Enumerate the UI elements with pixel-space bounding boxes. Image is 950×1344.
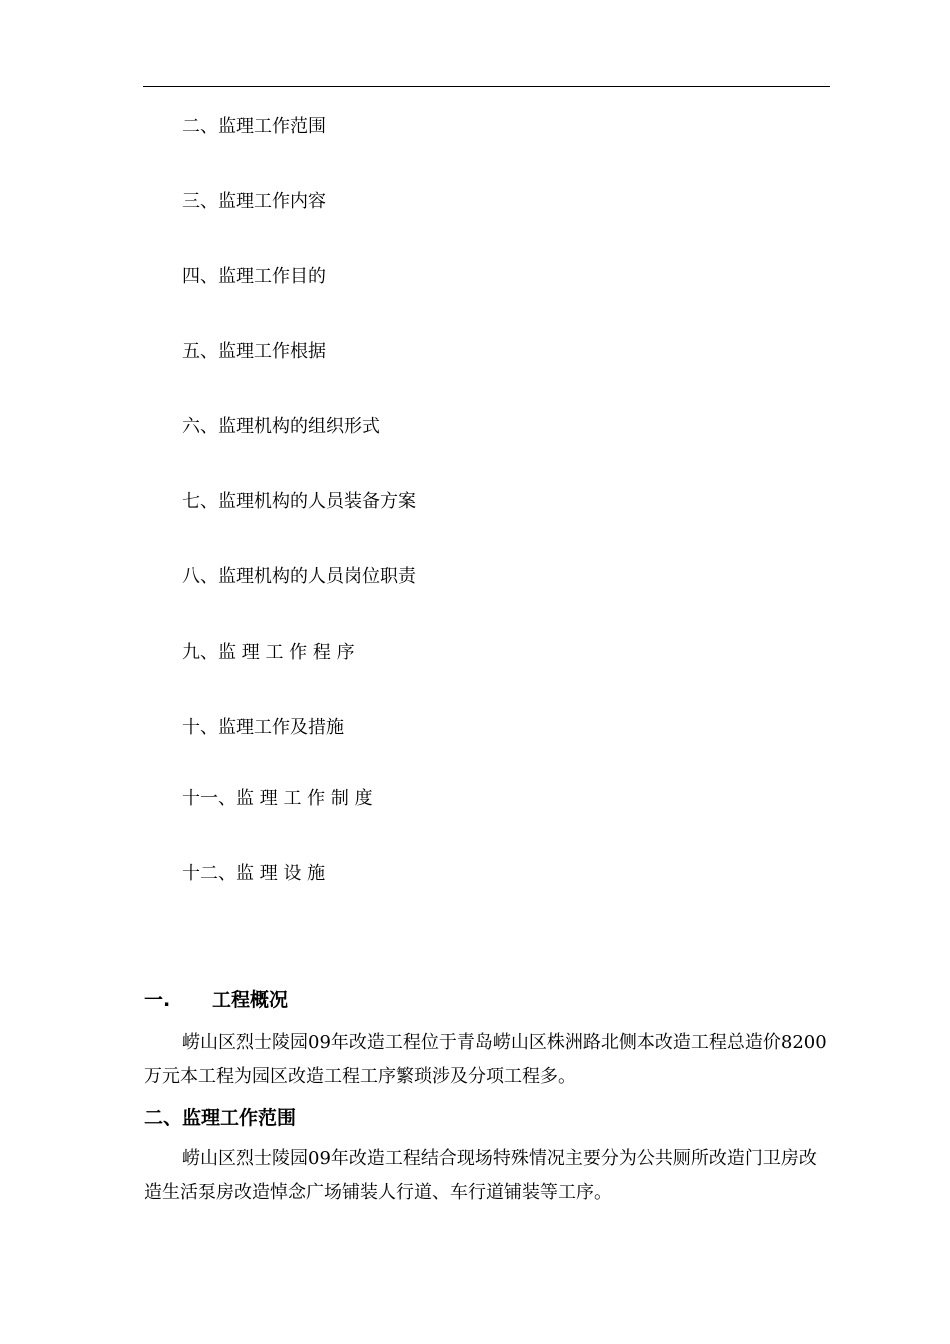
section-title: 工程概况 (212, 989, 289, 1011)
section-number: 一. (144, 989, 171, 1011)
toc-item-system: 十一、监 理 工 作 制 度 (182, 788, 373, 809)
toc-item-objective: 四、监理工作目的 (182, 266, 326, 287)
toc-item-basis: 五、监理工作根据 (182, 341, 326, 362)
header-rule (143, 86, 830, 87)
section-body-scope: 崂山区烈士陵园09年改造工程结合现场特殊情况主要分为公共厕所改造门卫房改造生活泵房改造悼念广场铺装人行道、车行道铺装等工序。 (144, 1148, 817, 1203)
toc-item-organization: 六、监理机构的组织形式 (182, 416, 380, 437)
toc-item-duties: 八、监理机构的人员岗位职责 (182, 566, 416, 587)
toc-item-scope: 二、监理工作范围 (182, 116, 326, 137)
section-heading-overview (144, 987, 288, 1013)
toc-item-measures: 十、监理工作及措施 (182, 717, 344, 738)
section-body-overview: 崂山区烈士陵园09年改造工程位于青岛崂山区株洲路北侧本改造工程总造价8200万元本工程为园区改造工程工序繁琐涉及分项工程多。 (144, 1032, 827, 1087)
section-heading-scope (144, 1105, 296, 1131)
toc-item-content: 三、监理工作内容 (182, 191, 326, 212)
toc-item-procedure: 九、监 理 工 作 程 序 (182, 642, 355, 663)
section-title: 二、监理工作范围 (144, 1107, 297, 1129)
toc-item-staffing: 七、监理机构的人员装备方案 (182, 491, 416, 512)
toc-item-facilities: 十二、监 理 设 施 (182, 863, 326, 884)
